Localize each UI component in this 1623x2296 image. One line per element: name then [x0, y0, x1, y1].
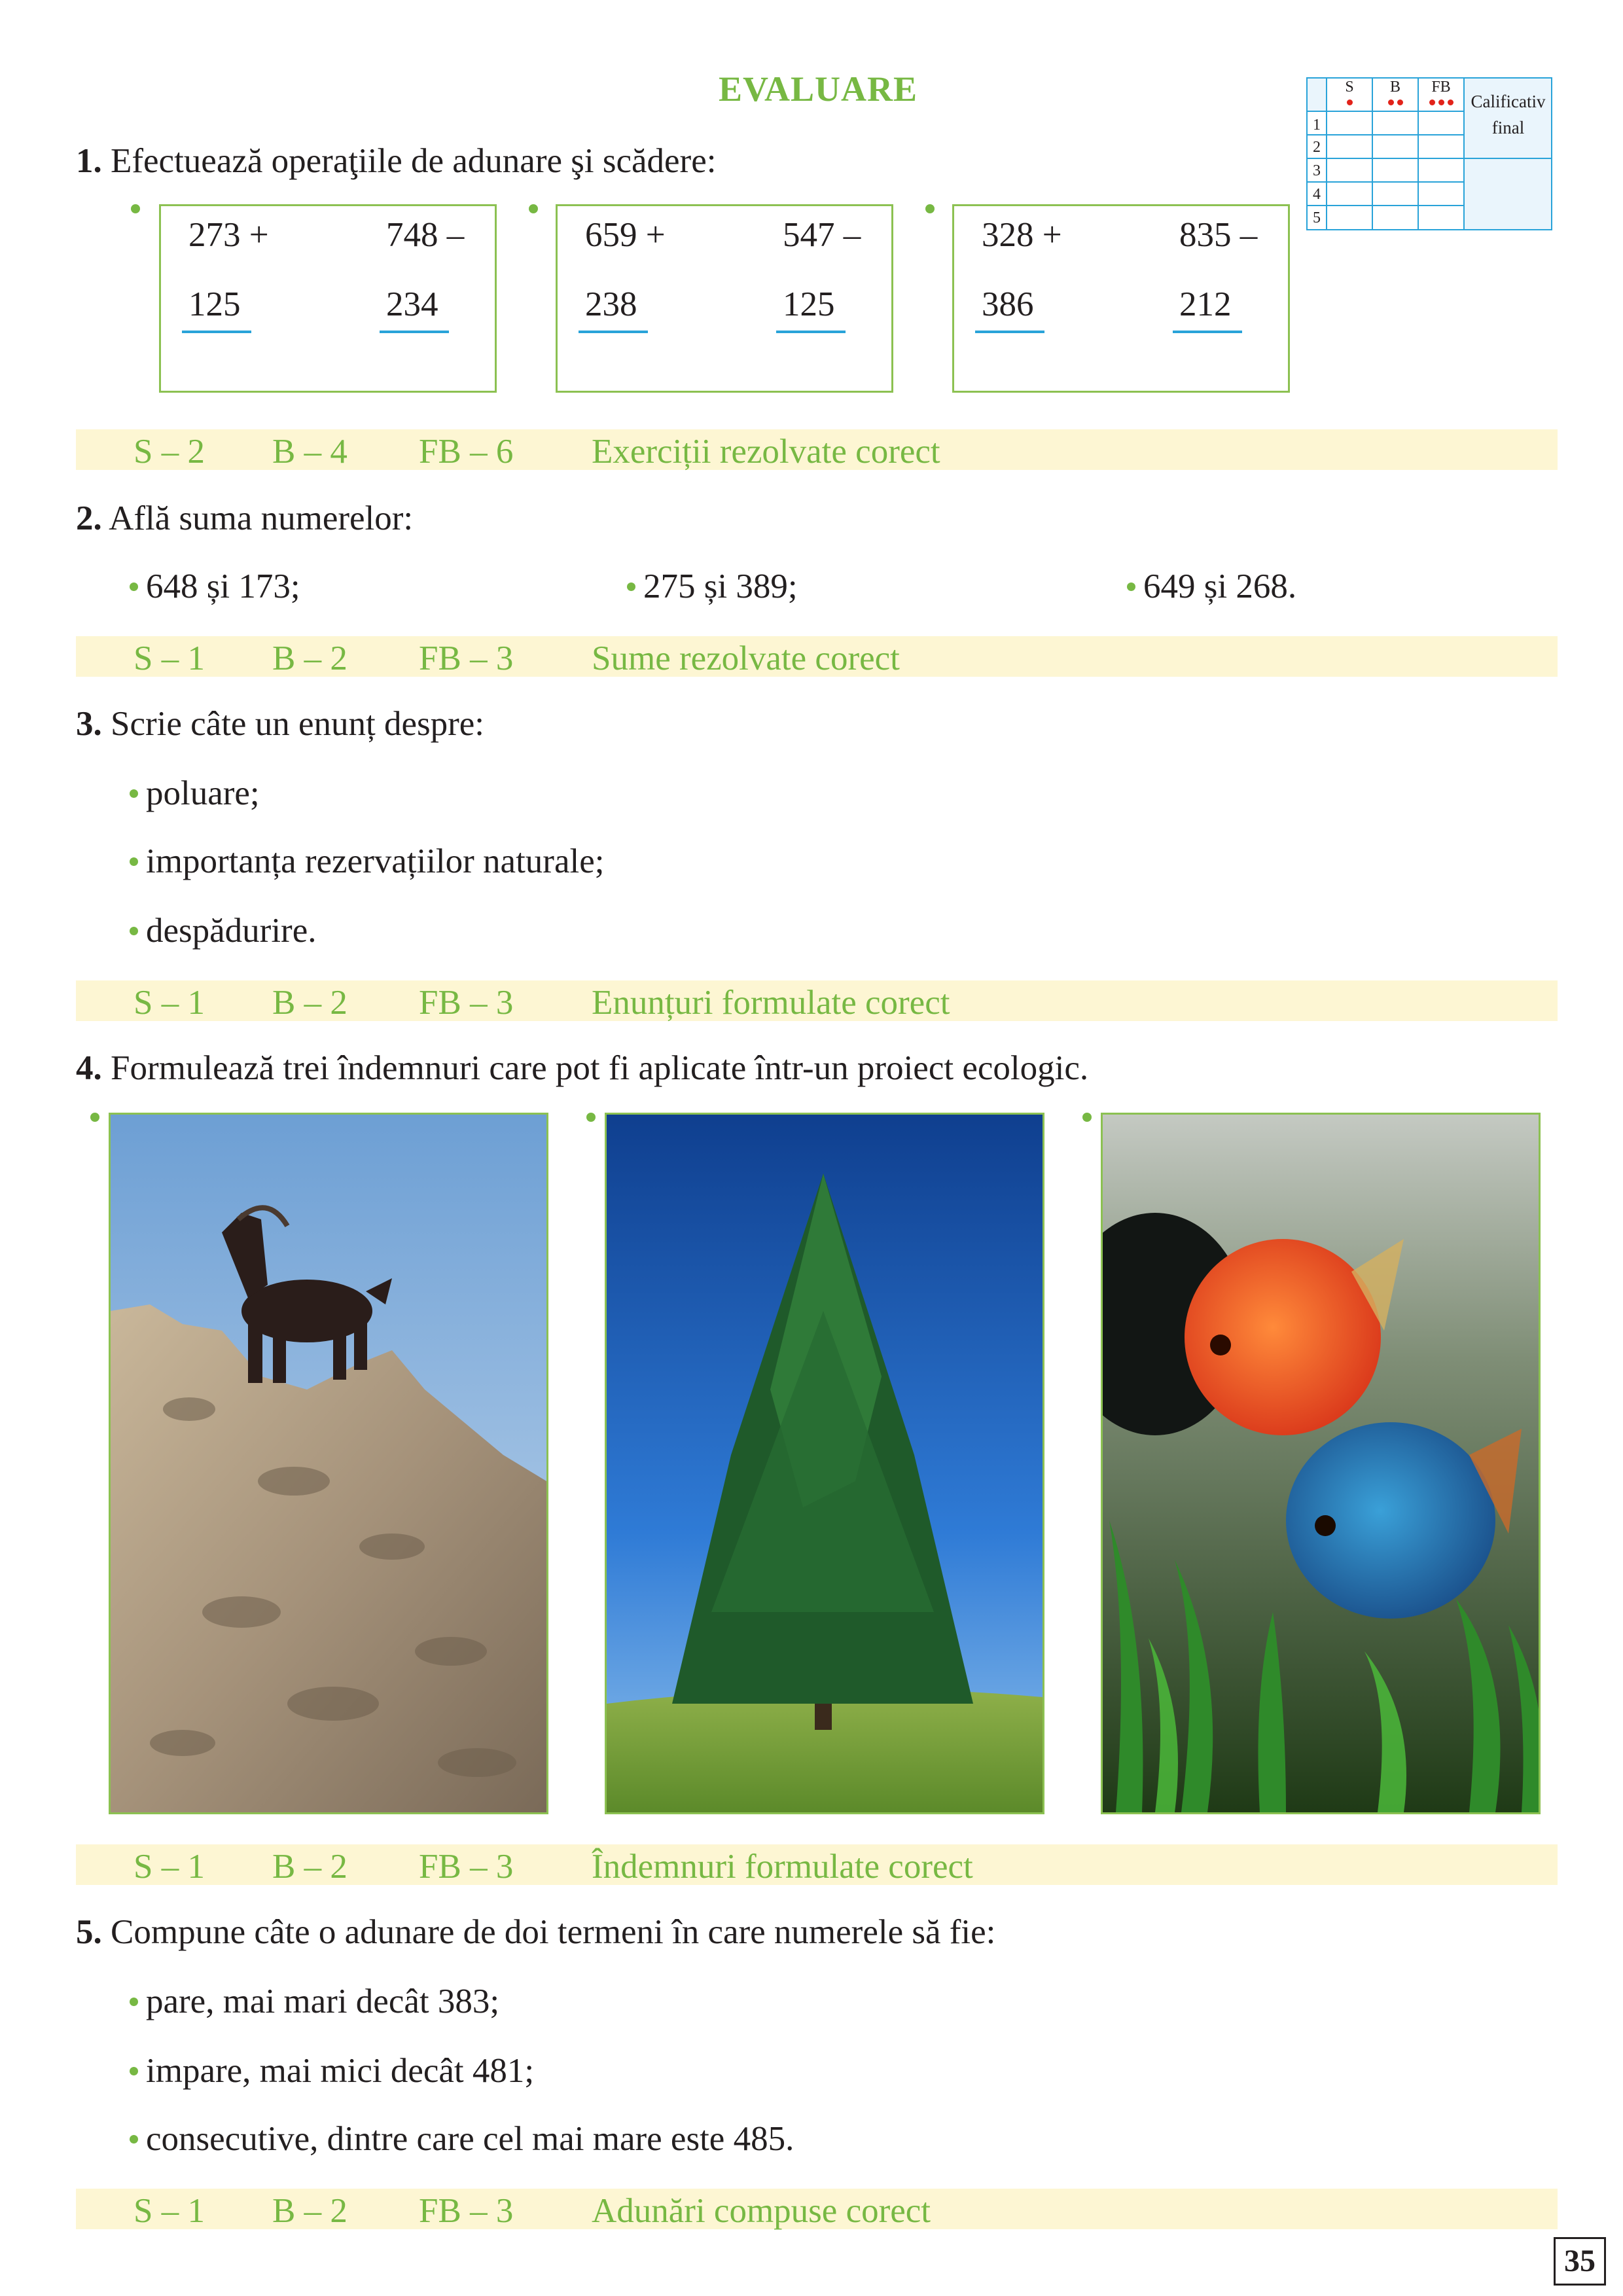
- score-fb: FB – 3: [419, 1848, 514, 1886]
- score-s: S – 1: [134, 639, 205, 677]
- question-1-number: 1.: [76, 142, 102, 180]
- grid-header-fb: FB: [1431, 79, 1451, 96]
- list-item: [130, 2119, 794, 2159]
- question-2-text: Află suma numerelor:: [109, 499, 414, 537]
- subtraction-operand-1: 748 –: [386, 216, 465, 254]
- question-3: [76, 704, 484, 744]
- answer-underline: [182, 331, 251, 333]
- score-label: Adunări compuse corect: [592, 2192, 931, 2230]
- rating-dot: [1448, 99, 1454, 105]
- question-1-text: Efectuează operaţiile de adunare şi scădere:: [111, 142, 717, 180]
- question-5: [76, 1912, 995, 1952]
- list-item-text: importanța rezervațiilor naturale;: [146, 842, 605, 880]
- bullet-dot: [130, 2067, 138, 2075]
- scoring-band-5: [76, 2189, 1558, 2229]
- list-item-text: despădurire.: [146, 912, 317, 950]
- subtraction-operand-1: 547 –: [783, 216, 861, 254]
- grid-header-b: B: [1389, 79, 1400, 96]
- addition-operand-2: 238: [585, 285, 637, 323]
- score-b: B – 2: [272, 639, 348, 677]
- bullet-dot: [131, 204, 140, 213]
- question-1: [76, 141, 716, 181]
- answer-underline: [579, 331, 648, 333]
- addition-operand-2: 386: [982, 285, 1034, 323]
- rating-dot: [1438, 99, 1444, 105]
- question-3-number: 3.: [76, 705, 102, 743]
- grid-header-s: S: [1345, 79, 1354, 96]
- score-label: Sume rezolvate corect: [592, 639, 900, 677]
- addition-operand-1: 659 +: [585, 216, 666, 254]
- operation-box-3: [952, 204, 1290, 393]
- bullet-dot: [90, 1113, 99, 1122]
- list-item-text: pare, mai mari decât 383;: [146, 1982, 500, 2020]
- grid-row-4: 4: [1313, 186, 1321, 203]
- answer-underline: [975, 331, 1044, 333]
- answer-underline: [380, 331, 449, 333]
- rating-dot: [1429, 99, 1435, 105]
- bullet-dot: [130, 2135, 138, 2144]
- question-2: [76, 499, 413, 538]
- score-s: S – 2: [134, 433, 205, 471]
- evaluation-grid: [1306, 77, 1552, 230]
- subtraction-operand-2: 234: [386, 285, 438, 323]
- bullet-dot: [130, 857, 138, 866]
- fish-photo: [1101, 1113, 1541, 1814]
- list-item: [1127, 567, 1296, 606]
- score-s: S – 1: [134, 984, 205, 1022]
- list-item: [627, 567, 798, 606]
- rating-dot: [1347, 99, 1353, 105]
- bullet-dot: [627, 583, 635, 591]
- score-fb: FB – 3: [419, 984, 514, 1022]
- scoring-band-1: [76, 429, 1558, 470]
- list-item-text: 649 și 268.: [1143, 567, 1297, 605]
- question-5-number: 5.: [76, 1913, 102, 1951]
- bullet-dot: [925, 204, 935, 213]
- question-4-number: 4.: [76, 1049, 102, 1087]
- addition-operand-2: 125: [188, 285, 241, 323]
- score-fb: FB – 3: [419, 639, 514, 677]
- fir-tree-image: [607, 1115, 1043, 1812]
- tree-photo: [605, 1113, 1044, 1814]
- list-item-text: impare, mai mici decât 481;: [146, 2052, 535, 2090]
- bullet-dot: [130, 583, 138, 591]
- list-item-text: consecutive, dintre care cel mai mare este 485.: [146, 2120, 794, 2158]
- question-2-number: 2.: [76, 499, 102, 537]
- rating-dot: [1388, 99, 1394, 105]
- bullet-dot: [586, 1113, 596, 1122]
- bullet-dot: [130, 1998, 138, 2006]
- score-b: B – 2: [272, 2192, 348, 2230]
- goat-on-rock-image: [111, 1115, 546, 1812]
- bullet-dot: [1082, 1113, 1092, 1122]
- score-label: Enunțuri formulate corect: [592, 984, 950, 1022]
- list-item-text: 648 și 173;: [146, 567, 300, 605]
- operation-box-2: [556, 204, 893, 393]
- grid-row-5: 5: [1313, 209, 1321, 226]
- question-3-text: Scrie câte un enunț despre:: [111, 705, 484, 743]
- subtraction-operand-1: 835 –: [1179, 216, 1258, 254]
- score-label: Îndemnuri formulate corect: [592, 1848, 973, 1886]
- bullet-dot: [529, 204, 538, 213]
- list-item: [130, 1982, 499, 2021]
- page-number: 35: [1554, 2237, 1606, 2286]
- grid-row-1: 1: [1313, 117, 1321, 134]
- subtraction-operand-2: 125: [783, 285, 835, 323]
- score-b: B – 2: [272, 984, 348, 1022]
- discus-fish-image: [1103, 1115, 1539, 1812]
- scoring-band-2: [76, 636, 1558, 677]
- scoring-band-4: [76, 1844, 1558, 1885]
- score-fb: FB – 3: [419, 2192, 514, 2230]
- operation-box-1: [159, 204, 497, 393]
- addition-operand-1: 273 +: [188, 216, 269, 254]
- score-b: B – 2: [272, 1848, 348, 1886]
- list-item: [130, 842, 604, 881]
- grid-final-label: Calificativ: [1471, 92, 1546, 111]
- rating-dot: [1397, 99, 1403, 105]
- question-4: [76, 1049, 1088, 1088]
- scoring-band-3: [76, 980, 1558, 1021]
- score-s: S – 1: [134, 2192, 205, 2230]
- list-item: [130, 567, 300, 606]
- list-item: [130, 911, 316, 950]
- score-label: Exerciții rezolvate corect: [592, 433, 940, 471]
- subtraction-operand-2: 212: [1179, 285, 1232, 323]
- question-4-text: Formulează trei îndemnuri care pot fi aplicate într-un proiect ecologic.: [111, 1049, 1089, 1087]
- grid-row-3: 3: [1313, 162, 1321, 179]
- answer-underline: [1173, 331, 1242, 333]
- list-item: [130, 2051, 534, 2090]
- question-5-text: Compune câte o adunare de doi termeni în care numerele să fie:: [111, 1913, 996, 1951]
- bullet-dot: [130, 789, 138, 798]
- addition-operand-1: 328 +: [982, 216, 1062, 254]
- goat-photo: [109, 1113, 548, 1814]
- bullet-dot: [1127, 583, 1135, 591]
- bullet-dot: [130, 927, 138, 935]
- score-b: B – 4: [272, 433, 348, 471]
- grid-final-label-2: final: [1491, 118, 1525, 137]
- answer-underline: [776, 331, 846, 333]
- score-s: S – 1: [134, 1848, 205, 1886]
- page-title: EVALUARE: [718, 69, 918, 109]
- list-item-text: poluare;: [146, 774, 260, 812]
- score-fb: FB – 6: [419, 433, 514, 471]
- grid-row-2: 2: [1313, 139, 1321, 156]
- list-item-text: 275 și 389;: [643, 567, 798, 605]
- list-item: [130, 774, 260, 813]
